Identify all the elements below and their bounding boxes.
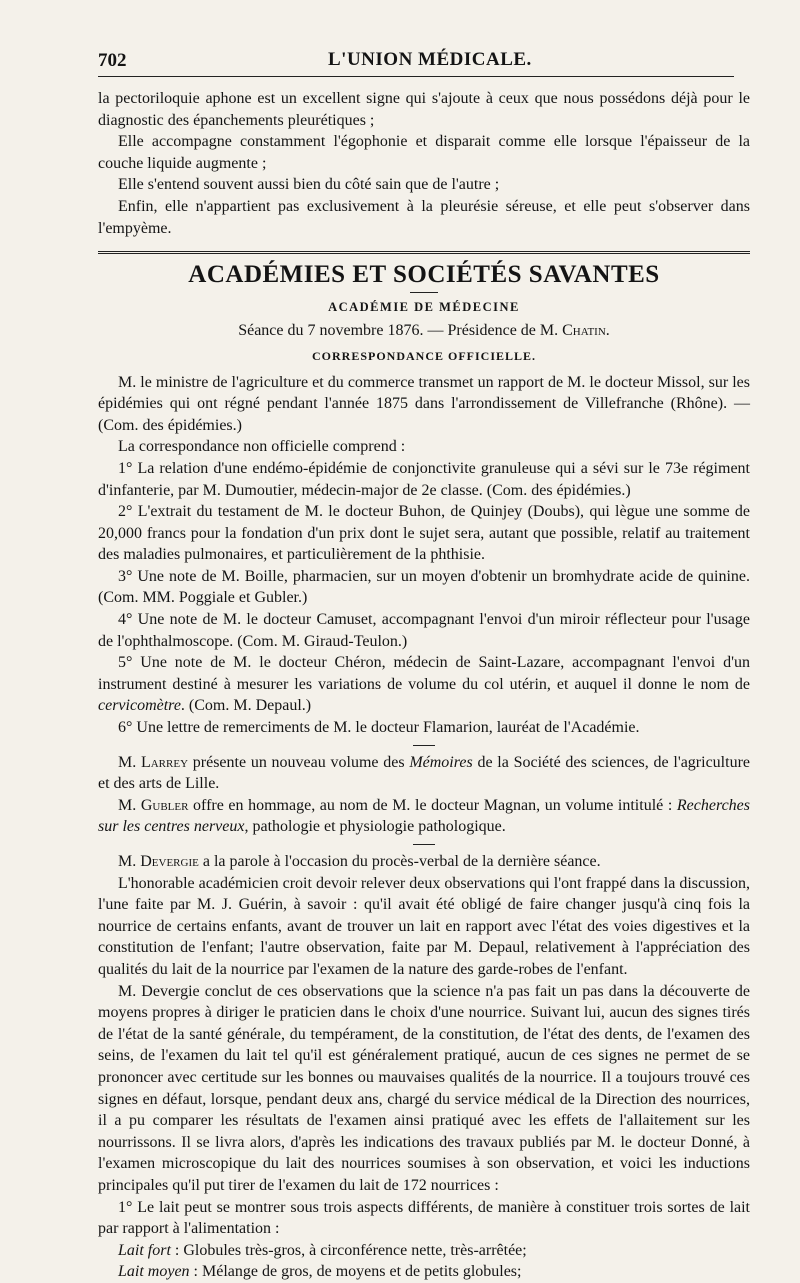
milk-text: : Globules très-gros, à circonférence nette, très-arrêtée; <box>170 1241 527 1259</box>
item-text: 5° Une note de M. le docteur Chéron, médecin de Saint-Lazare, accompagnant l'envoi d'un instrument destiné à mesurer les variations de volume du col utérin, et auquel il donne le nom de <box>98 654 750 693</box>
milk-type <box>98 1240 750 1262</box>
intro-paragraph: Elle s'entend souvent aussi bien du côté sain que de l'autre ; <box>118 176 500 194</box>
correspondence-item: 4° Une note de M. le docteur Camuset, accompagnant l'envoi d'un miroir réflecteur pour l'usage de l'ophthalmoscope. (Com. M. Giraud-Teulon.) <box>98 611 750 650</box>
page-body <box>98 88 750 1283</box>
official-correspondence: M. le ministre de l'agriculture et du commerce transmet un rapport de M. le docteur Missol, sur les épidémies qui ont régné pendant l'année 1875 dans l'arrondissement de Villefranche (Rhône). — (Com. des épidémies.) <box>98 373 750 434</box>
item-text: . (Com. M. Depaul.) <box>180 697 312 715</box>
section-title: ACADÉMIES ET SOCIÉTÉS SAVANTES <box>188 261 660 289</box>
milk-label: Lait fort <box>118 1241 171 1259</box>
text-lead: M. <box>118 753 141 771</box>
section-divider <box>98 251 750 254</box>
text-span: , pathologie et physiologie pathologique. <box>244 818 506 836</box>
intro-paragraph: Elle accompagne constamment l'égophonie et disparait comme elle lorsque l'épaisseur de la couche liquide augmente ; <box>98 133 750 172</box>
italic-span: Mémoires <box>409 753 473 771</box>
page-header <box>98 44 734 77</box>
member-name: Larrey <box>140 753 189 771</box>
session-text: Séance du 7 novembre 1876. — Présidence de M. <box>238 322 563 340</box>
running-title: L'UNION MÉDICALE. <box>328 49 532 70</box>
correspondence-item: 6° Une lettre de remerciments de M. le docteur Flamarion, lauréat de l'Académie. <box>118 719 640 737</box>
italic-span: Recherches sur les centres nerveux <box>98 796 750 836</box>
separator <box>413 844 435 845</box>
text-span: présente un nouveau volume des <box>188 753 410 771</box>
separator <box>413 745 435 746</box>
devergie-paragraph <box>98 851 750 873</box>
text-span: offre en hommage, au nom de M. le docteur Magnan, un volume intitulé : <box>188 796 677 814</box>
gubler-paragraph <box>98 795 750 838</box>
text-span: a la parole à l'occasion du procès-verbal de la dernière séance. <box>198 853 601 870</box>
session-line <box>98 320 750 342</box>
unofficial-intro: La correspondance non officielle comprend : <box>118 438 406 456</box>
page-number: 702 <box>98 50 127 71</box>
intro-paragraph: la pectoriloquie aphone est un excellent signe qui s'ajoute à ceux que nous possédons déjà pour le diagnostic des épanchements pleurétiques ; <box>98 90 750 129</box>
correspondence-heading: CORRESPONDANCE OFFICIELLE. <box>311 348 537 363</box>
member-name: Gubler <box>140 796 189 814</box>
session-president: Chatin. <box>562 322 610 340</box>
correspondence-item <box>98 652 750 717</box>
milk-type <box>98 1261 750 1283</box>
text-lead: M. <box>118 796 141 814</box>
body-paragraph: M. Devergie conclut de ces observations que la science n'a pas fait un pas dans la découverte de moyens propres à diriger le praticien dans le choix d'une nourrice. Suivant lui, aucun des signes tirés de l'état de la santé générale, du tempérament, de la constitution, de l'état des dents, de l'examen des seins, de l'examen du lait tel qu'il est généralement pratiqué, aucun de ces signes ne permet de se prononcer avec certitude sur les bonnes ou mauvaises qualités de la nourrice. Il a toujours trouvé ces signes en défaut, lorsque, pendant deux ans, chargé du service médical de la Direction des nourrices, il a pu comparer les résultats de l'examen ainsi pratiqué avec les effets de l'allaitement sur les nourrissons. Il se livra alors, d'après les indications des travaux publiés par M. le docteur Donné, à l'examen microscopique du lait des nourrices soumises à son observation, et voici les inductions principales qu'il put tirer de l'examen du lait de 172 nourrices : <box>98 982 750 1194</box>
item-italic: cervicomètre <box>98 697 181 715</box>
correspondence-item: 2° L'extrait du testament de M. le docteur Buhon, de Quinjey (Doubs), qui lègue une somme de 20,000 francs pour la fondation d'un prix dont le sujet sera, autant que possible, relatif au traitement des maladies pulmonaires, et particulièrement de la phthisie. <box>98 503 750 564</box>
member-name: Devergie <box>140 853 199 870</box>
body-paragraph: L'honorable académicien croit devoir relever deux observations qui l'ont frappé dans la discussion, l'une faite par M. J. Guérin, à savoir : qu'il avait été obligé de faire changer jusqu'à cinq fois la nourrice de certains enfants, avant de trouver un lait en rapport avec l'état des voies digestives et la constitution de l'enfant; l'autre observation, faite par M. Depaul, relativement à l'appréciation des qualités du lait de la nourrice par l'examen de la nature des garde-robes de l'enfant. <box>98 874 750 978</box>
text-span: de la Société des sciences, de l'agriculture et des arts de Lille. <box>98 753 750 793</box>
milk-label: Lait moyen <box>118 1263 190 1281</box>
academy-heading: ACADÉMIE DE MÉDECINE <box>328 299 520 314</box>
body-paragraph: 1° Le lait peut se montrer sous trois aspects différents, de manière à constituer trois sortes de lait par rapport à l'alimentation : <box>98 1198 750 1238</box>
title-underline <box>410 292 438 293</box>
correspondence-item: 3° Une note de M. Boille, pharmacien, sur un moyen d'obtenir un bromhydrate acide de quinine. (Com. MM. Poggiale et Gubler.) <box>98 567 750 607</box>
correspondence-item: 1° La relation d'une endémo-épidémie de conjonctivite granuleuse qui a sévi sur le 73e régiment d'infanterie, par M. Dumoutier, médecin-major de 2e classe. (Com. des épidémies.) <box>98 459 750 499</box>
text-lead: M. <box>118 853 141 870</box>
intro-paragraph: Enfin, elle n'appartient pas exclusivement à la pleurésie séreuse, et elle peut s'observer dans l'empyème. <box>98 197 750 237</box>
larrey-paragraph <box>98 752 750 795</box>
milk-text: : Mélange de gros, de moyens et de petits globules; <box>189 1263 522 1281</box>
